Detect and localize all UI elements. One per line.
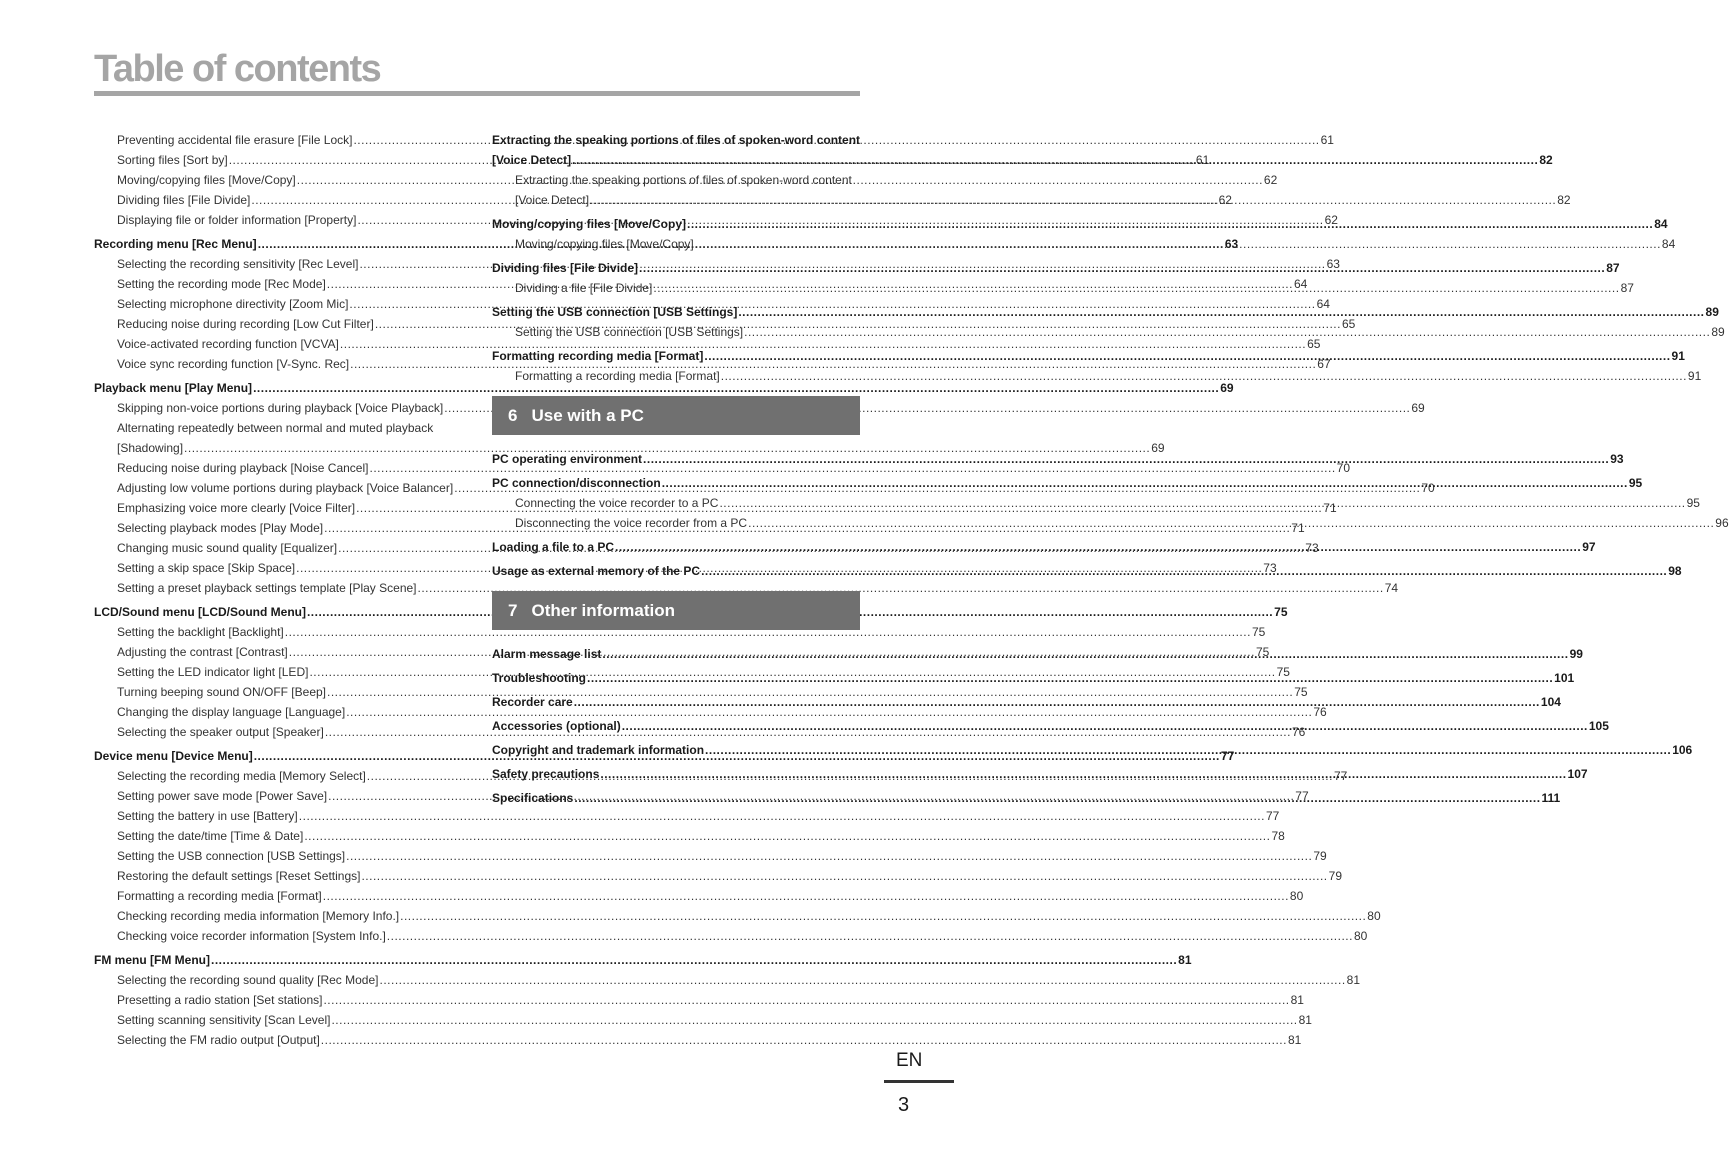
leader-dots [704, 346, 1670, 366]
leader-dots [695, 234, 1661, 254]
toc-entry[interactable] [94, 970, 1361, 990]
toc-entry-page: 80 [1353, 929, 1368, 943]
toc-entry-title: Setting a skip space [Skip Space] [117, 561, 296, 575]
section-number: 7 [508, 600, 518, 620]
leader-dots [572, 150, 1538, 170]
toc-entry-title: Setting the backlight [Backlight] [117, 625, 284, 639]
toc-entry-page: 75 [1251, 625, 1266, 639]
language-tab [884, 1046, 954, 1083]
toc-entry-page: 81 [1298, 1013, 1312, 1027]
toc-entry-title: Displaying file or folder information [Property] [117, 213, 357, 227]
toc-entry-page: 77 [1333, 769, 1348, 783]
toc-entry-title: Voice sync recording function [V-Sync. Rec] [117, 357, 350, 371]
toc-entry-page: 62 [1324, 213, 1338, 227]
toc-entry-title: Setting the battery in use [Battery] [117, 809, 298, 823]
toc-entry-page: 76 [1313, 705, 1327, 719]
toc-entry-page: 81 [1178, 953, 1192, 967]
toc-entry[interactable] [94, 622, 1266, 642]
toc-entry-title: Setting the USB connection [USB Settings] [515, 325, 744, 339]
toc-entry-title: Accessories (optional) [492, 719, 621, 733]
toc-entry-title: Adjusting the contrast [Contrast] [117, 645, 288, 659]
toc-entry-title: Selecting the recording media [Memory Select] [117, 769, 366, 783]
toc-entry-title: Dividing a file [File Divide] [515, 281, 653, 295]
toc-entry-title: Setting the recording mode [Rec Mode] [117, 277, 326, 291]
toc-entry-page: 69 [1411, 401, 1425, 415]
toc-entry-page: 77 [1220, 749, 1235, 763]
toc-entry-title: [Voice Detect] [492, 153, 572, 167]
toc-entry[interactable] [94, 334, 1321, 354]
toc-entry-page: 104 [1540, 695, 1561, 709]
toc-entry-title: FM menu [FM Menu] [94, 953, 210, 967]
toc-entry-page: 101 [1554, 671, 1575, 685]
toc-entry-title: Dividing files [File Divide] [117, 193, 251, 207]
toc-entry[interactable] [94, 990, 1304, 1010]
leader-dots [321, 1030, 1287, 1050]
toc-entry-title: Sorting files [Sort by] [117, 153, 228, 167]
toc-entry-title: Preventing accidental file erasure [File Lock] [117, 133, 353, 147]
toc-entry[interactable] [94, 906, 1381, 926]
leader-dots [590, 190, 1556, 210]
toc-entry-title: Recorder care [492, 695, 573, 709]
toc-entry-title: Specifications [492, 791, 574, 805]
toc-entry-title: Selecting the recording sensitivity [Rec Level] [117, 257, 359, 271]
toc-entry-page: 71 [1323, 501, 1337, 515]
section-label: Use with a PC [531, 405, 644, 425]
toc-entry-page: 75 [1294, 685, 1308, 699]
toc-entry-title: Recording menu [Rec Menu] [94, 237, 257, 251]
toc-entry-page: 64 [1293, 277, 1308, 291]
toc-entry-page: 84 [1654, 217, 1668, 231]
toc-section-entry[interactable] [94, 378, 1234, 398]
toc-entry-page: 80 [1367, 909, 1381, 923]
toc-entry-page: 74 [1384, 581, 1399, 595]
toc-entry-page: 89 [1705, 305, 1719, 319]
leader-dots [721, 366, 1687, 386]
toc-entry-title: Alarm message list [492, 647, 602, 661]
leader-dots [643, 449, 1609, 469]
page-number: 3 [898, 1094, 910, 1116]
toc-entry-page: 87 [1620, 281, 1634, 295]
toc-entry-page: 76 [1291, 725, 1306, 739]
toc-entry-page: 91 [1687, 369, 1702, 383]
toc-entry-title: Voice-activated recording function [VCVA] [117, 337, 339, 351]
toc-entry[interactable] [94, 846, 1327, 866]
leader-dots [602, 644, 1568, 664]
leader-dots [719, 493, 1685, 513]
toc-entry-page: 81 [1287, 1033, 1302, 1047]
toc-entry-title: PC connection/disconnection [492, 476, 661, 490]
toc-entry-title: [Shadowing] [117, 441, 184, 455]
toc-entry-page: 61 [1320, 133, 1334, 147]
leader-dots [361, 866, 1327, 886]
leader-dots [701, 561, 1667, 581]
page-title: Table of contents [94, 48, 381, 90]
toc-entry-title: Device menu [Device Menu] [94, 749, 253, 763]
toc-entry-page: 84 [1661, 237, 1676, 251]
toc-entry-page: 67 [1317, 357, 1331, 371]
toc-entry-title: Selecting the recording sound quality [Rec Mode] [117, 973, 379, 987]
toc-entry-page: 105 [1588, 719, 1609, 733]
toc-entry-title: Dividing files [File Divide] [492, 261, 639, 275]
toc-entry-title: Moving/copying files [Move/Copy] [117, 173, 296, 187]
toc-entry-title: Setting a preset playback settings template [Play Scene] [117, 581, 417, 595]
toc-entry-title: Formatting a recording media [Format] [117, 889, 322, 903]
title-rule [94, 91, 860, 96]
section-header-use-with-pc [492, 396, 860, 435]
language-label: EN [896, 1050, 923, 1071]
toc-entry[interactable] [492, 366, 1702, 386]
leader-dots [744, 322, 1710, 342]
toc-entry-page: 70 [1336, 461, 1351, 475]
toc-entry-title: Selecting microphone directivity [Zoom Mic] [117, 297, 349, 311]
toc-entry-page: 61 [1195, 153, 1210, 167]
toc-entry-title: Loading a file to a PC [492, 540, 615, 554]
toc-entry-page: 95 [1686, 496, 1700, 510]
toc-entry-page: 89 [1711, 325, 1725, 339]
toc-entry[interactable] [94, 1010, 1312, 1030]
toc-entry[interactable] [94, 866, 1342, 886]
leader-dots [331, 1010, 1297, 1030]
toc-entry-page: 77 [1295, 789, 1309, 803]
toc-entry-page: 75 [1276, 665, 1290, 679]
toc-entry[interactable] [94, 806, 1280, 826]
leader-dots [653, 278, 1619, 298]
toc-entry-title: Setting the date/time [Time & Date] [117, 829, 304, 843]
toc-entry-page: 95 [1628, 476, 1643, 490]
toc-entry-title: Formatting a recording media [Format] [515, 369, 720, 383]
leader-dots [662, 473, 1628, 493]
toc-entry-title: PC operating environment [492, 452, 643, 466]
toc-entry-page: 98 [1668, 564, 1682, 578]
toc-entry-page: 91 [1671, 349, 1685, 363]
leader-dots [380, 970, 1346, 990]
leader-dots [639, 258, 1605, 278]
toc-section-entry[interactable] [94, 950, 1192, 970]
toc-entry-title: Troubleshooting [492, 671, 586, 685]
leader-dots [687, 214, 1653, 234]
leader-dots [574, 788, 1540, 808]
toc-entry-page: 78 [1271, 829, 1285, 843]
toc-entry-page: 81 [1346, 973, 1361, 987]
toc-entry-title: Presetting a radio station [Set stations] [117, 993, 323, 1007]
toc-entry-first-line: Alternating repeatedly between normal and muted playback [117, 421, 434, 435]
toc-entry-title: Restoring the default settings [Reset Settings] [117, 869, 361, 883]
leader-dots [323, 990, 1289, 1010]
toc-entry-page: 73 [1263, 561, 1277, 575]
leader-dots [346, 846, 1312, 866]
toc-entry[interactable] [94, 826, 1285, 846]
toc-entry-title: Disconnecting the voice recorder from a PC [515, 516, 748, 530]
toc-entry-page: 75 [1274, 605, 1288, 619]
toc-entry-page: 79 [1328, 869, 1342, 883]
toc-entry-title: Formatting recording media [Format] [492, 349, 704, 363]
toc-entry-title: Setting the LED indicator light [LED] [117, 665, 309, 679]
leader-dots [574, 692, 1540, 712]
toc-entry-title: Copyright and trademark information [492, 743, 705, 757]
toc-entry-title: Turning beeping sound ON/OFF [Beep] [117, 685, 327, 699]
toc-entry-page: 107 [1567, 767, 1588, 781]
toc-entry-title: Emphasizing voice more clearly [Voice Filter] [117, 501, 356, 515]
toc-entry-page: 62 [1218, 193, 1232, 207]
toc-entry-page: 77 [1265, 809, 1280, 823]
leader-dots [587, 668, 1553, 688]
toc-entry[interactable] [94, 886, 1304, 906]
toc-entry-title: Changing the display language [Language] [117, 705, 346, 719]
toc-entry[interactable] [94, 438, 1165, 458]
toc-entry-page: 111 [1541, 791, 1561, 805]
leader-dots [387, 926, 1353, 946]
leader-dots [400, 906, 1366, 926]
toc-entry-page: 65 [1307, 337, 1321, 351]
toc-entry-page: 87 [1606, 261, 1620, 275]
toc-entry-title: Setting power save mode [Power Save] [117, 789, 328, 803]
toc-entry-title: Selecting the FM radio output [Output] [117, 1033, 320, 1047]
toc-entry-title: Setting scanning sensitivity [Scan Level] [117, 1013, 331, 1027]
toc-entry-title: [Voice Detect] [515, 193, 590, 207]
toc-entry-title: Checking voice recorder information [System Info.] [117, 929, 386, 943]
leader-dots [600, 764, 1566, 784]
toc-entry-title: Setting the USB connection [USB Settings] [492, 305, 738, 319]
toc-entry-title: Checking recording media information [Memory Info.] [117, 909, 400, 923]
section-number: 6 [508, 405, 518, 425]
toc-entry-title: Selecting the speaker output [Speaker] [117, 725, 324, 739]
toc-entry-page: 97 [1582, 540, 1596, 554]
toc-entry-page: 75 [1255, 645, 1270, 659]
leader-dots [622, 716, 1588, 736]
toc-entry-title: LCD/Sound menu [LCD/Sound Menu] [94, 605, 306, 619]
toc-entry-page: 80 [1289, 889, 1304, 903]
toc-entry-page: 62 [1263, 173, 1278, 187]
toc-entry-title: Moving/copying files [Move/Copy] [515, 237, 694, 251]
toc-entry-page: 79 [1313, 849, 1327, 863]
section-header-other-information [492, 591, 860, 630]
toc-entry-title: Reducing noise during recording [Low Cut Filter] [117, 317, 374, 331]
leader-dots [748, 513, 1714, 533]
leader-dots [299, 806, 1265, 826]
toc-entry-title: Setting the USB connection [USB Settings] [117, 849, 346, 863]
leader-dots [615, 537, 1581, 557]
toc-entry-page: 65 [1341, 317, 1356, 331]
toc-entry-page: 69 [1151, 441, 1165, 455]
toc-entry-first-line: Extracting the speaking portions of files of spoken-word content [492, 133, 861, 147]
toc-entry-page: 99 [1569, 647, 1583, 661]
toc-entry-title: Adjusting low volume portions during playback [Voice Balancer] [117, 481, 454, 495]
toc-entry-title: Skipping non-voice portions during playback [Voice Playback] [117, 401, 444, 415]
toc-entry-page: 73 [1305, 541, 1319, 555]
leader-dots [323, 886, 1289, 906]
toc-entry-page: 63 [1326, 257, 1340, 271]
leader-dots [211, 950, 1177, 970]
toc-entry-page: 82 [1557, 193, 1571, 207]
toc-entry[interactable] [94, 1030, 1302, 1050]
toc-entry-title: Safety precautions [492, 767, 600, 781]
toc-entry-page: 81 [1290, 993, 1304, 1007]
leader-dots [738, 302, 1704, 322]
toc-entry[interactable] [94, 926, 1368, 946]
section-label: Other information [531, 600, 676, 620]
toc-entry-page: 64 [1316, 297, 1330, 311]
toc-entry-title: Changing music sound quality [Equalizer] [117, 541, 338, 555]
toc-entry-title: Moving/copying files [Move/Copy] [492, 217, 687, 231]
toc-entry-title: Selecting playback modes [Play Mode] [117, 521, 324, 535]
toc-entry-page: 69 [1220, 381, 1234, 395]
toc-entry-page: 82 [1539, 153, 1553, 167]
toc-entry-page: 63 [1224, 237, 1239, 251]
toc-entry-page: 93 [1610, 452, 1624, 466]
toc-entry-page: 71 [1291, 521, 1305, 535]
toc-entry-first-line: Extracting the speaking portions of files of spoken-word content [515, 173, 852, 187]
toc-entry-title: Reducing noise during playback [Noise Cancel] [117, 461, 369, 475]
leader-dots [304, 826, 1270, 846]
toc-entry-page: 70 [1421, 481, 1435, 495]
toc-entry-page: 96 [1715, 516, 1729, 530]
toc-entry[interactable] [94, 578, 1399, 598]
leader-dots [705, 740, 1671, 760]
toc-entry-title: Playback menu [Play Menu] [94, 381, 253, 395]
toc-entry-title: Connecting the voice recorder to a PC [515, 496, 719, 510]
toc-entry-title: Usage as external memory of the PC [492, 564, 701, 578]
toc-entry-page: 106 [1672, 743, 1693, 757]
